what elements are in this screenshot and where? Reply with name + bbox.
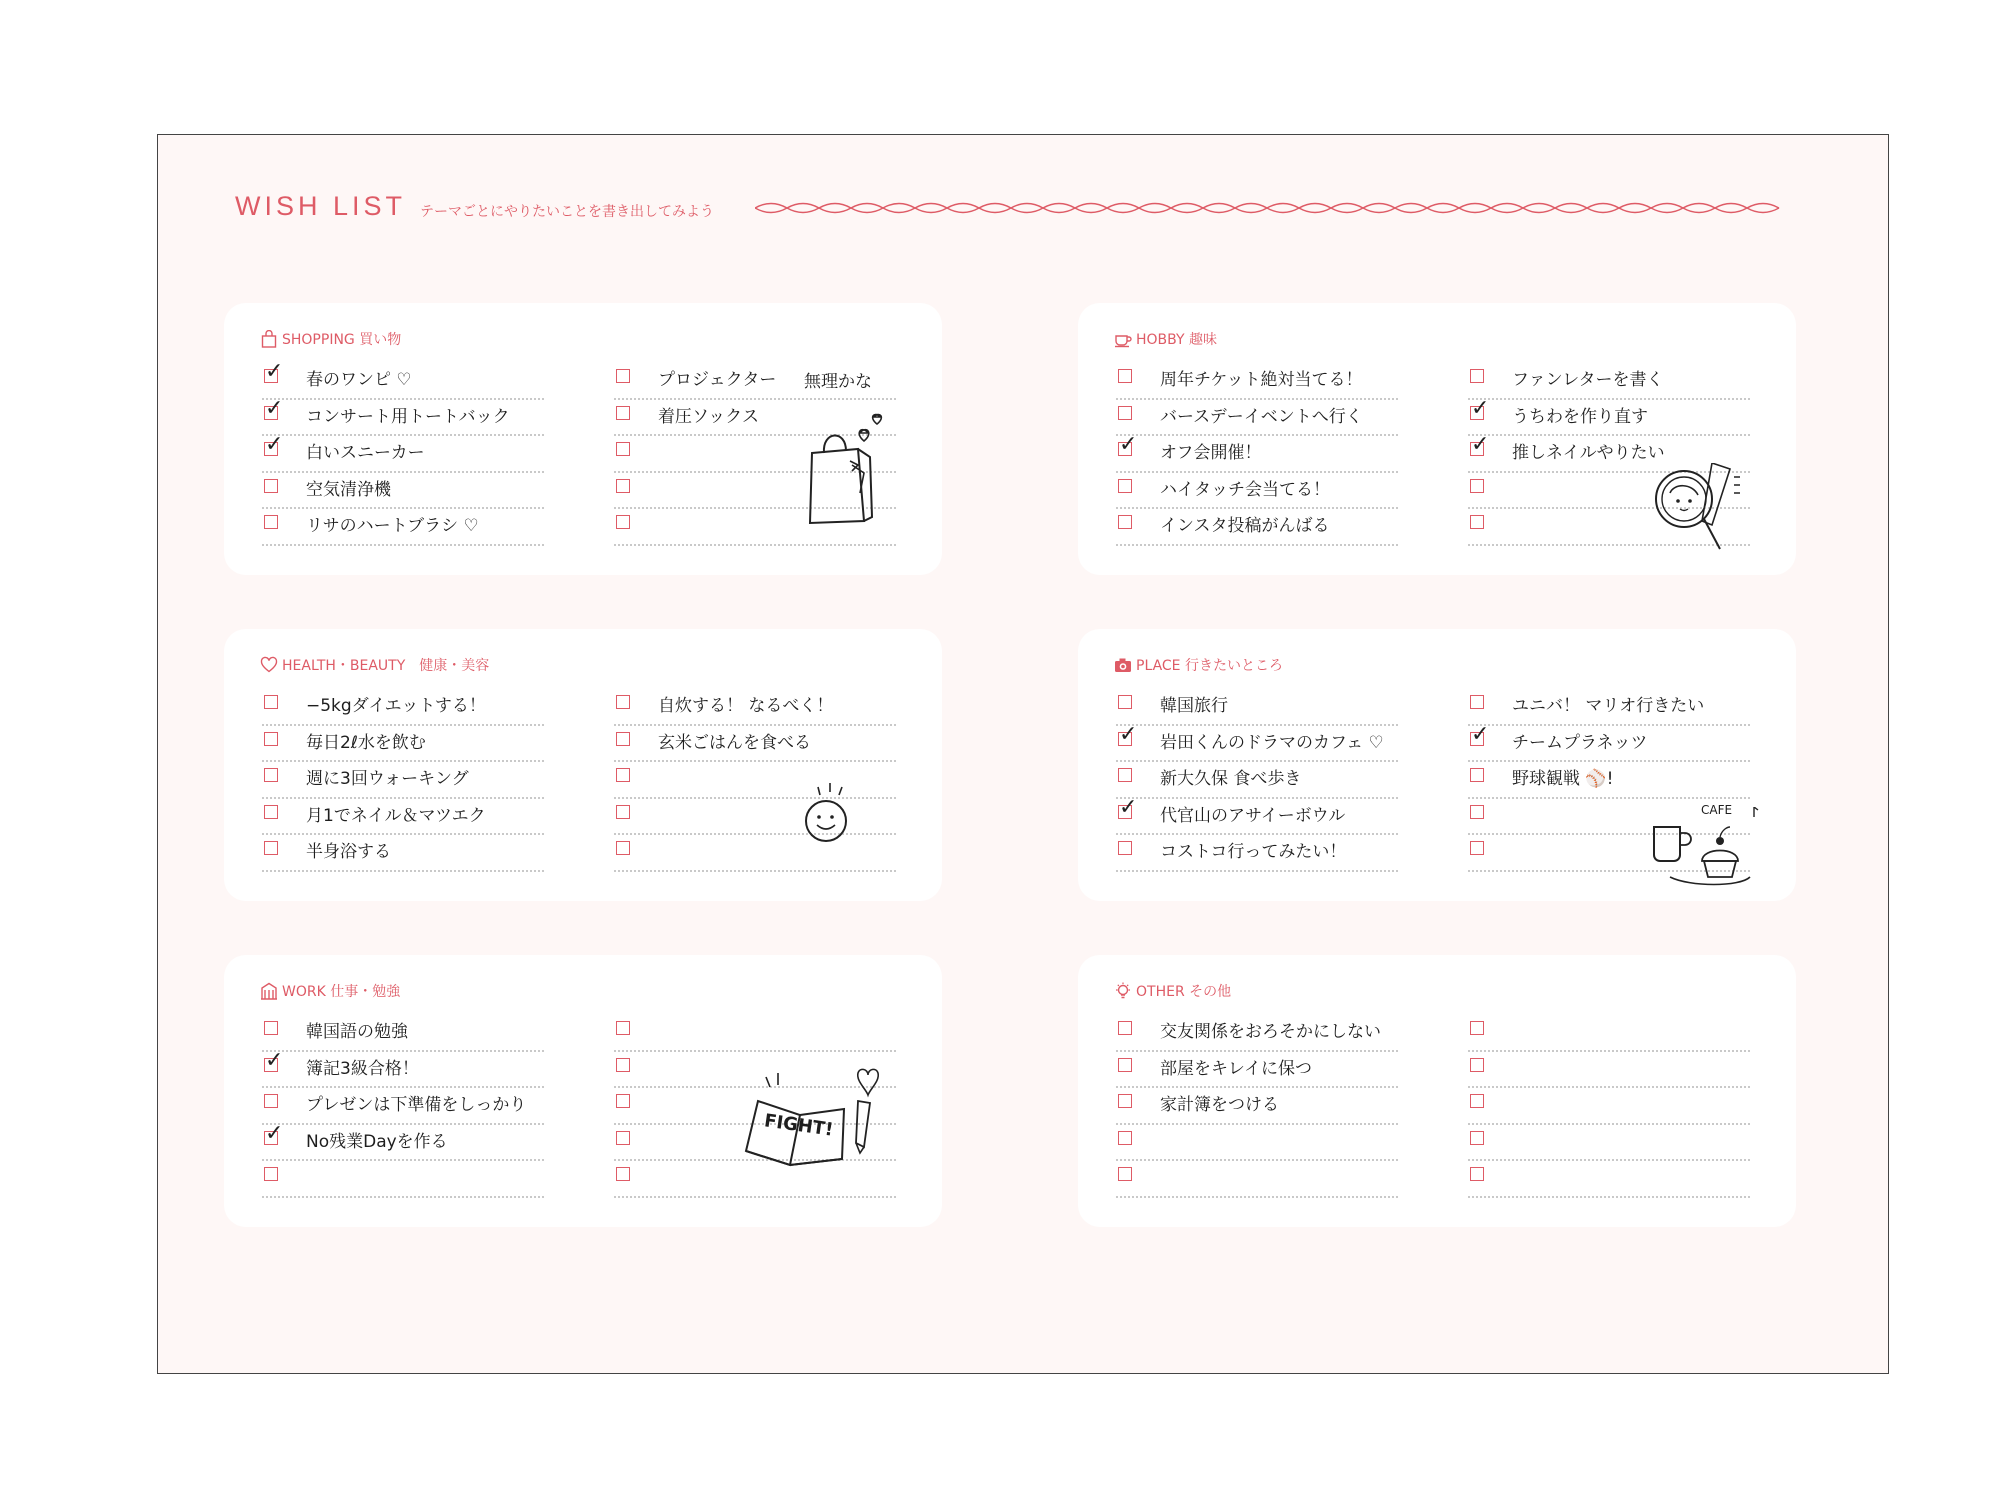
- checkbox[interactable]: [264, 841, 278, 855]
- checklist-row: [1116, 794, 1398, 836]
- category-header: [1114, 329, 1217, 349]
- item-text: 新大久保 食べ歩き: [1160, 769, 1302, 789]
- item-text: 韓国旅行: [1160, 696, 1228, 716]
- item-text: 周年チケット絶対当てる！: [1160, 370, 1363, 390]
- checkbox[interactable]: [1118, 1021, 1132, 1035]
- category-header: [260, 655, 489, 675]
- checklist-row: [1116, 473, 1398, 510]
- item-column-left: [262, 689, 544, 872]
- category-header: [260, 981, 400, 1001]
- checklist-row: [1468, 721, 1750, 763]
- checkbox[interactable]: [616, 805, 630, 819]
- shopping-bag-doodle-icon: [802, 413, 892, 528]
- checklist-row: [1468, 395, 1750, 437]
- checklist-row: [262, 762, 544, 799]
- checkbox[interactable]: [264, 732, 278, 746]
- checkbox[interactable]: [1470, 1021, 1484, 1035]
- checkbox[interactable]: [1470, 515, 1484, 529]
- item-text: 白いスニーカー: [306, 443, 425, 463]
- checklist-row: [1468, 1015, 1750, 1052]
- category-label: OTHER その他: [1136, 984, 1232, 1000]
- checkbox[interactable]: [1118, 479, 1132, 493]
- checkbox[interactable]: [1470, 1094, 1484, 1108]
- smiley-doodle-icon: [800, 781, 860, 845]
- checkbox[interactable]: [1118, 841, 1132, 855]
- category-label: PLACE 行きたいところ: [1136, 658, 1283, 674]
- checklist-row: [262, 1047, 544, 1089]
- item-text: 玄米ごはんを食べる: [658, 732, 811, 753]
- checklist-row: [1116, 1125, 1398, 1162]
- checklist-row: [262, 1015, 544, 1052]
- item-text: 月1でネイル＆マツエク: [306, 805, 486, 826]
- checkbox[interactable]: [616, 1058, 630, 1072]
- item-text: 自炊する！ なるべく！: [658, 696, 834, 716]
- checkbox[interactable]: [264, 1167, 278, 1181]
- building-icon: [260, 982, 278, 1000]
- header: [235, 187, 1775, 231]
- item-column-left: [1116, 689, 1398, 872]
- checklist-row: [262, 689, 544, 726]
- item-column-left: [1116, 363, 1398, 546]
- item-text: 週に3回ウォーキング: [306, 769, 469, 789]
- item-text: リサのハートブラシ ♡: [306, 516, 479, 536]
- checkbox[interactable]: [616, 479, 630, 493]
- item-text: チームプラネッツ: [1512, 732, 1648, 753]
- item-text: プロジェクター: [658, 370, 777, 390]
- shopping-bag-icon: [260, 330, 278, 348]
- checklist-row: [1116, 1161, 1398, 1198]
- checkbox[interactable]: [1470, 768, 1484, 782]
- checklist-row: [1468, 1161, 1750, 1198]
- category-card-other: [1078, 955, 1796, 1227]
- checkbox[interactable]: [264, 768, 278, 782]
- category-card-health-beauty: [224, 629, 942, 901]
- checkbox[interactable]: [1118, 1058, 1132, 1072]
- item-text: インスタ投稿がんばる: [1160, 516, 1330, 536]
- item-text: プレゼンは下準備をしっかり: [306, 1095, 527, 1115]
- checklist-row: [262, 395, 544, 437]
- item-text: 春のワンピ ♡: [306, 370, 412, 390]
- checkbox[interactable]: [264, 479, 278, 493]
- category-label: HEALTH・BEAUTY 健康・美容: [282, 658, 490, 674]
- checklist-row: [262, 1088, 544, 1125]
- category-header: [1114, 981, 1231, 1001]
- checkbox[interactable]: [264, 1094, 278, 1108]
- uchiwa-fan-doodle-icon: [1648, 463, 1748, 563]
- checkbox[interactable]: [1470, 805, 1484, 819]
- item-text: ハイタッチ会当てる！: [1160, 479, 1330, 500]
- checkmark-icon: ✓: [1119, 794, 1138, 820]
- checklist-row: [1116, 1015, 1398, 1052]
- item-text: 着圧ソックス: [658, 406, 759, 427]
- category-card-place: [1078, 629, 1796, 901]
- checkmark-icon: ✓: [1119, 721, 1138, 747]
- item-text: 半身浴する: [306, 842, 391, 862]
- doodle-note: 無理かな: [804, 372, 872, 392]
- checkmark-icon: ✓: [265, 1047, 284, 1073]
- checkbox[interactable]: [616, 768, 630, 782]
- checklist-row: [1116, 835, 1398, 872]
- checkbox[interactable]: [1470, 479, 1484, 493]
- checklist-row: [1468, 1088, 1750, 1125]
- checkbox[interactable]: [1118, 515, 1132, 529]
- item-text: ファンレターを書く: [1512, 370, 1664, 390]
- category-card-work: [224, 955, 942, 1227]
- checkbox[interactable]: [1118, 768, 1132, 782]
- checkbox[interactable]: [616, 1094, 630, 1108]
- coffee-cupcake-doodle-icon: [1650, 807, 1760, 887]
- item-text: バースデーイベントへ行く: [1160, 406, 1363, 427]
- checklist-row: [262, 1161, 544, 1198]
- lightbulb-icon: [1114, 982, 1132, 1000]
- item-text: 推しネイルやりたい: [1512, 443, 1665, 463]
- wish-list-page: [157, 134, 1889, 1374]
- checkbox[interactable]: [1118, 695, 1132, 709]
- checklist-row: [1116, 509, 1398, 546]
- checklist-row: [1468, 1125, 1750, 1162]
- checkmark-icon: ✓: [1471, 432, 1490, 457]
- item-text: No残業Dayを作る: [306, 1131, 448, 1152]
- checkmark-icon: ✓: [1471, 395, 1490, 421]
- item-text: ユニバ！ マリオ行きたい: [1512, 696, 1705, 716]
- category-card-shopping: [224, 303, 942, 575]
- checkmark-icon: ✓: [265, 395, 284, 421]
- checklist-row: [262, 835, 544, 872]
- checklist-row: [262, 473, 544, 510]
- category-label: SHOPPING 買い物: [282, 332, 402, 348]
- category-label: WORK 仕事・勉強: [282, 984, 401, 1000]
- cafe-label: CAFE: [1701, 803, 1733, 817]
- checkbox[interactable]: [264, 695, 278, 709]
- checkmark-icon: ✓: [265, 1120, 284, 1146]
- checklist-row: [614, 1015, 896, 1052]
- checkbox[interactable]: [264, 805, 278, 819]
- item-text: 交友関係をおろそかにしない: [1160, 1022, 1381, 1042]
- item-text: 部屋をキレイに保つ: [1160, 1058, 1312, 1079]
- checklist-row: [262, 509, 544, 546]
- item-column-left: [262, 359, 544, 546]
- checkbox[interactable]: [616, 732, 630, 746]
- checkbox[interactable]: [264, 515, 278, 529]
- checkbox[interactable]: [1470, 1131, 1484, 1145]
- heart-icon: [260, 656, 278, 674]
- checklist-row: [1116, 1088, 1398, 1125]
- item-text: 代官山のアサイーボウル: [1160, 805, 1346, 826]
- checklist-row: [1116, 721, 1398, 763]
- item-text: 空気清浄機: [306, 479, 391, 500]
- checklist-row: [614, 689, 896, 726]
- checklist-row: [1116, 1052, 1398, 1089]
- checkbox[interactable]: [264, 1021, 278, 1035]
- checkmark-icon: ✓: [1119, 432, 1138, 457]
- checkmark-icon: ✓: [265, 359, 284, 384]
- checkbox[interactable]: [1118, 1167, 1132, 1181]
- category-label: HOBBY 趣味: [1136, 332, 1217, 348]
- checklist-row: [1468, 762, 1750, 799]
- item-text: うちわを作り直す: [1512, 406, 1648, 427]
- category-header: [1114, 655, 1283, 675]
- checkmark-icon: ✓: [1471, 721, 1490, 747]
- checkbox[interactable]: [616, 515, 630, 529]
- category-card-hobby: [1078, 303, 1796, 575]
- checklist-row: [614, 726, 896, 763]
- checklist-row: [1468, 689, 1750, 726]
- item-text: −5kgダイエットする！: [306, 696, 486, 716]
- item-text: 毎日2ℓ水を飲む: [306, 732, 426, 753]
- checklist-row: [1116, 400, 1398, 437]
- page-subtitle: テーマごとにやりたいことを書き出してみよう: [420, 204, 714, 220]
- checklist-row: [1116, 689, 1398, 726]
- item-column-left: [1116, 1015, 1398, 1198]
- item-text: 岩田くんのドラマのカフェ ♡: [1160, 732, 1384, 753]
- checklist-row: [1116, 432, 1398, 473]
- checklist-row: [1468, 1052, 1750, 1089]
- checklist-row: [262, 359, 544, 400]
- checkbox[interactable]: [616, 406, 630, 420]
- checklist-row: [1468, 363, 1750, 400]
- checkbox[interactable]: [616, 841, 630, 855]
- checklist-row: [1116, 363, 1398, 400]
- checklist-row: [1116, 762, 1398, 799]
- page-title: WISH LIST: [235, 191, 407, 221]
- checklist-row: [262, 799, 544, 836]
- checkbox[interactable]: [1470, 841, 1484, 855]
- checkbox[interactable]: [616, 695, 630, 709]
- checkbox[interactable]: [1470, 1058, 1484, 1072]
- fight-label: FIGHT!: [762, 1110, 835, 1141]
- checklist-row: [262, 1120, 544, 1162]
- item-column-left: [262, 1015, 544, 1198]
- checkbox[interactable]: [616, 369, 630, 383]
- item-text: 家計簿をつける: [1160, 1095, 1279, 1115]
- checklist-row: [262, 726, 544, 763]
- wave-divider-icon: [755, 199, 1785, 217]
- item-text: 野球観戦 ⚾!: [1512, 769, 1614, 789]
- checkbox[interactable]: [1470, 1167, 1484, 1181]
- checkbox[interactable]: [616, 1021, 630, 1035]
- checkbox[interactable]: [1118, 1094, 1132, 1108]
- item-text: コンサート用トートバック: [306, 406, 510, 427]
- checklist-row: [262, 432, 544, 473]
- checkbox[interactable]: [616, 1131, 630, 1145]
- checkbox[interactable]: [1118, 369, 1132, 383]
- category-header: [260, 329, 401, 349]
- item-text: 簿記3級合格！: [306, 1058, 419, 1079]
- item-column-right: [1468, 1015, 1750, 1198]
- checkbox[interactable]: [1118, 406, 1132, 420]
- item-text: コストコ行ってみたい！: [1160, 842, 1347, 862]
- item-text: オフ会開催！: [1160, 443, 1262, 463]
- checkbox[interactable]: [1470, 695, 1484, 709]
- cup-icon: [1114, 330, 1132, 348]
- camera-icon: [1114, 656, 1132, 674]
- item-text: 韓国語の勉強: [306, 1022, 408, 1042]
- checkbox[interactable]: [616, 1167, 630, 1181]
- checkmark-icon: ✓: [265, 432, 284, 457]
- checkbox[interactable]: [1470, 369, 1484, 383]
- checkbox[interactable]: [1118, 1131, 1132, 1145]
- checkbox[interactable]: [616, 442, 630, 456]
